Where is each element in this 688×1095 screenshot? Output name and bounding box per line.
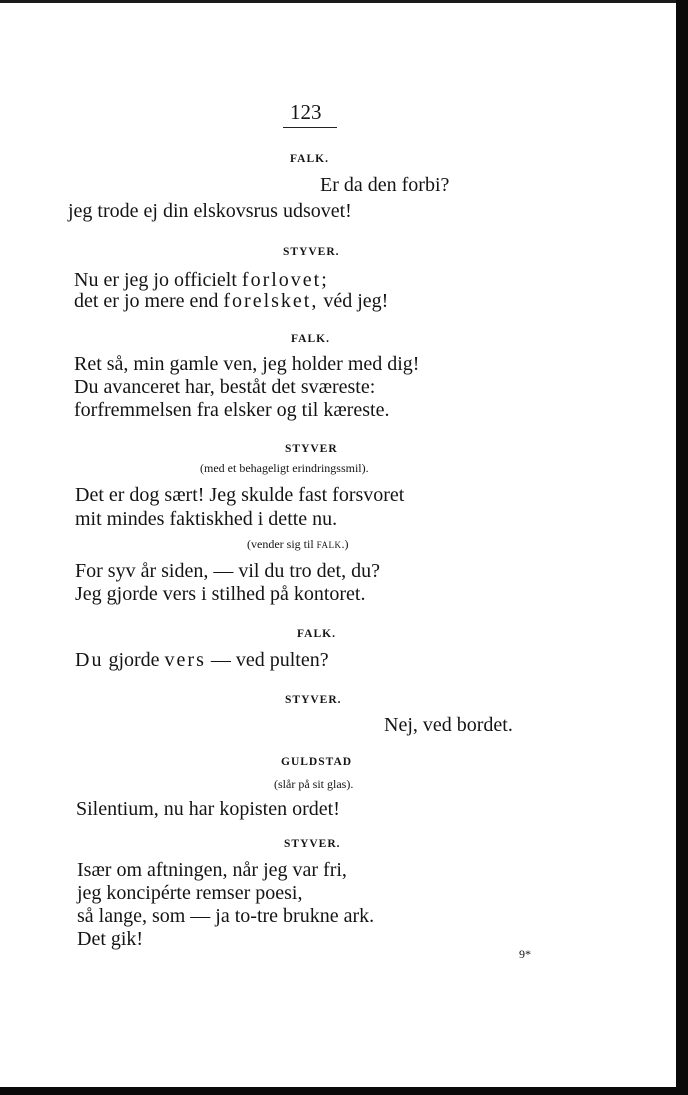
verse-fragment: Nu er jeg jo officielt — [74, 269, 242, 291]
verse-fragment: véd jeg! — [318, 290, 389, 312]
page-number: 123 — [290, 100, 322, 124]
speaker-guldstad: GULDSTAD — [281, 756, 353, 768]
verse-line: Nej, ved bordet. — [384, 714, 513, 736]
stage-direction — [247, 537, 349, 552]
scan-edge-bottom — [0, 1087, 688, 1095]
verse-line: jeg trode ej din elskovsrus udsovet! — [68, 200, 352, 222]
verse-line: forfremmelsen fra elsker og til kæreste. — [74, 399, 390, 421]
scan-edge-right — [676, 0, 688, 1095]
stage-direction: (med et behageligt erindringssmil). — [200, 461, 369, 475]
speaker-falk: FALK. — [297, 628, 336, 640]
signature-mark: 9* — [519, 947, 531, 961]
verse-fragment: — ved pulten? — [205, 649, 329, 671]
stage-direction: (slår på sit glas). — [274, 777, 354, 791]
stage-name: FALK — [316, 540, 342, 550]
verse-line: Jeg gjorde vers i stilhed på kontoret. — [75, 583, 366, 605]
verse-line — [74, 289, 388, 313]
verse-fragment: gjorde — [103, 649, 165, 671]
speaker-falk: FALK. — [290, 153, 329, 165]
speaker-styver: STYVER. — [284, 838, 341, 850]
verse-line: Silentium, nu har kopisten ordet! — [76, 798, 340, 820]
stage-fragment: .) — [341, 537, 349, 551]
verse-line: Især om aftningen, når jeg var fri, — [77, 859, 347, 881]
verse-line: Er da den forbi? — [320, 174, 450, 196]
verse-line: så lange, som — ja to-tre brukne ark. — [77, 905, 375, 927]
verse-line — [75, 648, 329, 672]
verse-line: Det gik! — [77, 928, 144, 950]
speaker-styver: STYVER. — [285, 694, 342, 706]
scan-edge-top — [0, 0, 676, 3]
stage-fragment: (vender sig til — [247, 537, 317, 551]
speaker-styver: STYVER — [285, 443, 338, 455]
verse-fragment: det er jo mere end — [74, 290, 224, 312]
verse-line: mit mindes faktiskhed i dette nu. — [75, 508, 338, 530]
verse-line: Ret så, min gamle ven, jeg holder med dig! — [74, 353, 420, 375]
spaced-word: Du — [75, 649, 104, 671]
speaker-styver: STYVER. — [283, 246, 340, 258]
verse-line: Det er dog sært! Jeg skulde fast forsvoret — [75, 484, 405, 506]
speaker-falk: FALK. — [291, 333, 330, 345]
spaced-word: forelsket, — [223, 290, 319, 312]
verse-line: jeg koncipérte remser poesi, — [77, 882, 303, 904]
page-number-rule — [283, 127, 337, 128]
verse-line: Du avanceret har, beståt det sværeste: — [74, 376, 376, 398]
spaced-word: vers — [164, 649, 206, 671]
verse-line: For syv år siden, — vil du tro det, du? — [75, 560, 380, 582]
spaced-word: forlovet; — [241, 269, 329, 291]
